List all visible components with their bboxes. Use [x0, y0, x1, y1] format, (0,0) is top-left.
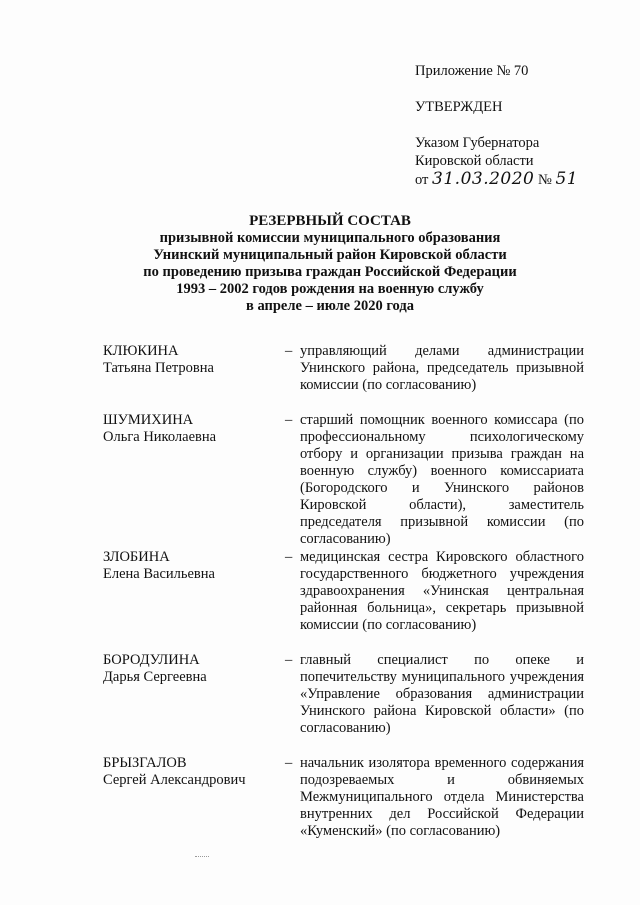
- member-name: [103, 755, 278, 789]
- title-line-4: 1993 – 2002 годов рождения на военную службу: [176, 281, 484, 297]
- decree-line-2: Кировской области: [415, 153, 534, 169]
- member-surname: БОРОДУЛИНА: [103, 652, 200, 668]
- member-name: [103, 652, 278, 686]
- member-dash: –: [285, 343, 293, 359]
- approved-label: УТВЕРЖДЕН: [415, 99, 503, 115]
- member-description: главный специалист по опеке и попечительству муниципального учреждения «Управление образования администрации Унинского района Кировской области» (по согласованию): [300, 652, 584, 736]
- scan-smudge: [195, 856, 209, 859]
- number-prefix: №: [538, 172, 552, 188]
- member-given-name: Татьяна Петровна: [103, 360, 214, 376]
- member-description: начальник изолятора временного содержания подозреваемых и обвиняемых Межмуниципального отдела Министерства внутренних дел Российской Федерации «Куменский» (по согласованию): [300, 755, 584, 839]
- member-surname: КЛЮКИНА: [103, 343, 179, 359]
- approval-block: [415, 62, 625, 189]
- title-line-5: в апреле – июле 2020 года: [246, 298, 414, 314]
- member-surname: БРЫЗГАЛОВ: [103, 755, 187, 771]
- handwritten-number: 51: [555, 169, 579, 189]
- member-name: [103, 343, 278, 377]
- member-description: старший помощник военного комиссара (по профессиональному психологическому отбору и организации призыва граждан на военную службу) военного комиссариата (Богородского и Унинского районов Кировской области), заместитель председателя призывной комиссии (по согласованию): [300, 412, 584, 547]
- title-heading: РЕЗЕРВНЫЙ СОСТАВ: [249, 213, 411, 229]
- member-dash: –: [285, 755, 293, 771]
- document-title: [90, 213, 570, 315]
- member-dash: –: [285, 652, 293, 668]
- member-description: медицинская сестра Кировского областного государственного бюджетного учреждения здравоохранения «Унинская центральная районная больница», секретарь призывной комиссии (по согласованию): [300, 549, 584, 633]
- decree-line-1: Указом Губернатора: [415, 135, 540, 151]
- handwritten-date: 31.03.2020: [432, 169, 535, 189]
- member-given-name: Сергей Александрович: [103, 772, 246, 788]
- member-name: [103, 412, 278, 446]
- from-prefix: от: [415, 172, 429, 188]
- appendix-number: Приложение № 70: [415, 63, 529, 79]
- member-given-name: Елена Васильевна: [103, 566, 215, 582]
- member-description: управляющий делами администрации Унинского района, председатель призывной комиссии (по согласованию): [300, 343, 584, 393]
- decree-date-line: [415, 170, 625, 189]
- title-line-1: призывной комиссии муниципального образования: [159, 230, 501, 246]
- member-dash: –: [285, 412, 293, 428]
- member-given-name: Ольга Николаевна: [103, 429, 217, 445]
- member-surname: ШУМИХИНА: [103, 412, 194, 428]
- title-line-3: по проведению призыва граждан Российской Федерации: [143, 264, 517, 280]
- member-name: [103, 549, 278, 583]
- member-given-name: Дарья Сергеевна: [103, 669, 207, 685]
- title-line-2: Унинский муниципальный район Кировской области: [153, 247, 507, 263]
- member-surname: ЗЛОБИНА: [103, 549, 170, 565]
- member-dash: –: [285, 549, 293, 565]
